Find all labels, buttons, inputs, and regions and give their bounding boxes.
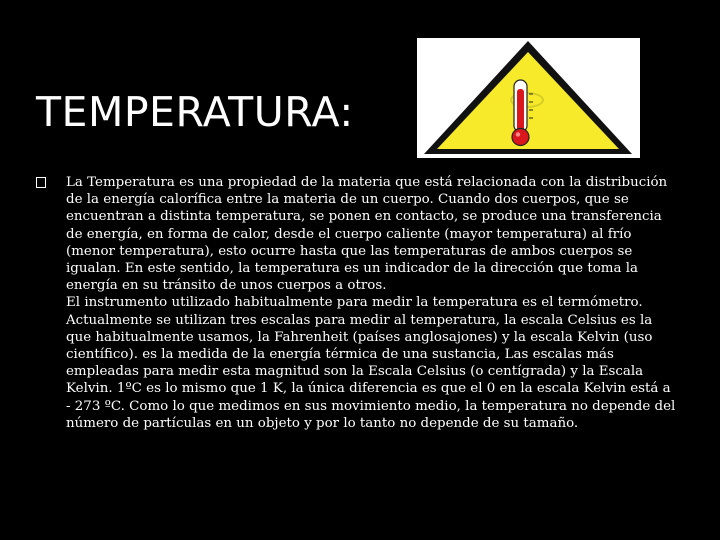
thermometer-warning-sign-icon	[417, 38, 640, 158]
slide-title: TEMPERATURA:	[36, 88, 354, 136]
warning-sign-image	[417, 38, 640, 158]
square-bullet-icon	[36, 177, 46, 188]
body-text	[66, 174, 676, 432]
slide-body	[36, 174, 676, 432]
paragraph-1: La Temperatura es una propiedad de la materia que está relacionada con la distribución de la energía calorífica entre la materia de un cuerpo. Cuando dos cuerpos, que se encuentran a distinta temperatura, se ponen en contacto, se produce una transferencia de energía, en forma de calor, desde el cuerpo caliente (mayor temperatura) al frío (menor temperatura), esto ocurre hasta que las temperaturas de ambos cuerpos se igualan. En este sentido, la temperatura es un indicador de la dirección que toma la energía en su tránsito de unos cuerpos a otros.	[66, 175, 668, 294]
paragraph-2: El instrumento utilizado habitualmente para medir la temperatura es el termómetro. Actualmente se utilizan tres escalas para medir al temperatura, la escala Celsius es la que habitualmente usamos, la Fahrenheit (países anglosajones) y la escala Kelvin (uso científico). es la medida de la energía térmica de una sustancia, Las escalas más empleadas para medir esta magnitud son la Escala Celsius (o centígrada) y la Escala Kelvin. 1ºC es lo mismo que 1 K, la única diferencia es que el 0 en la escala Kelvin está a - 273 ºC. Como lo que medimos en sus movimiento medio, la temperatura no depende del número de partículas en un objeto y por lo tanto no depende de su tamaño.	[66, 295, 676, 431]
thermometer-bulb	[512, 129, 529, 146]
thermometer-bulb-highlight	[516, 132, 520, 136]
